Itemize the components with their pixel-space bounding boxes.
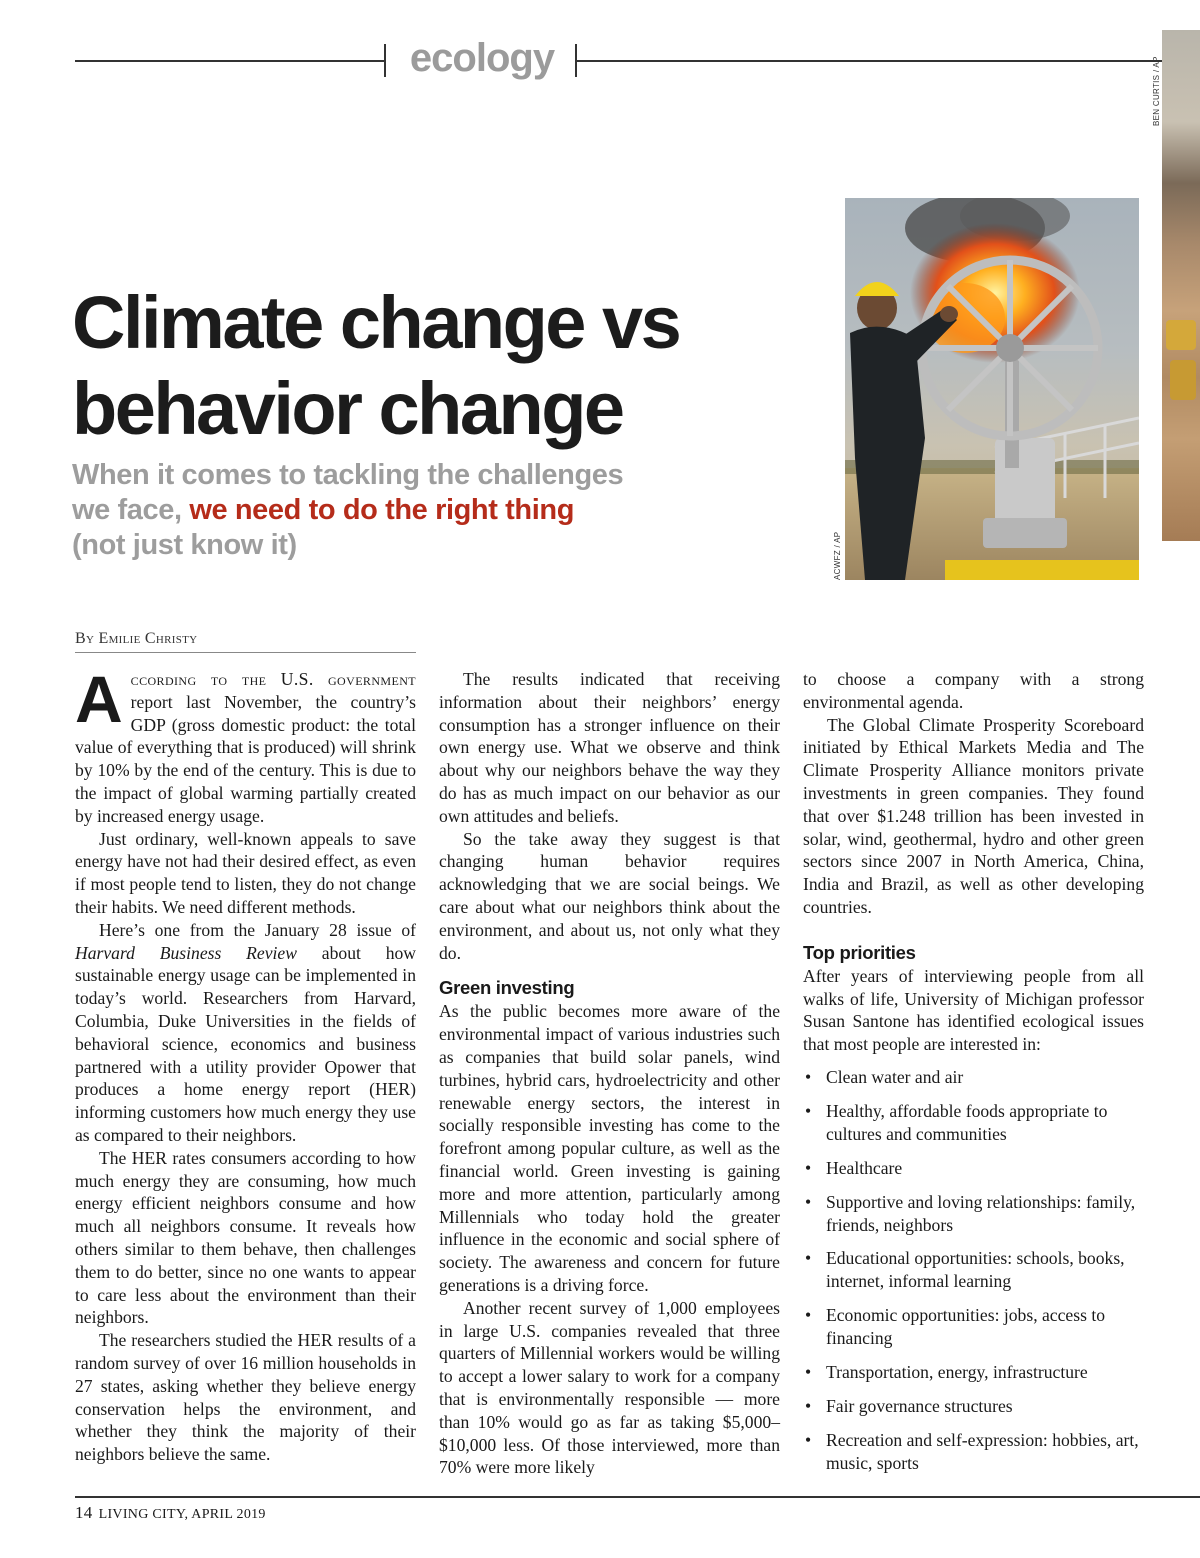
- paragraph: So the take away they suggest is that changing human behavior requires acknowledging that we are social beings. We care about what our neighbors think about the environment, and about us, not only what they do.: [439, 828, 780, 963]
- publication-title: Harvard Business Review: [75, 942, 297, 963]
- deck-highlight: we need to do the right thing: [189, 494, 575, 526]
- subheading-top-priorities: Top priorities: [803, 941, 916, 963]
- list-item: • Healthy, affordable foods appropriate to cultures and communities: [803, 1100, 1144, 1146]
- edge-photo-detail: [1170, 360, 1196, 400]
- header-rule-left: [75, 60, 385, 62]
- lead-in: ccording to the U.S. government: [130, 669, 416, 689]
- list-item: • Supportive and loving relationships: family, friends, neighbors: [803, 1191, 1144, 1237]
- publication-info: LIVING CITY, APRIL 2019: [98, 1507, 266, 1522]
- paragraph-text: report last November, the country’s GDP (gross domestic product: the total value of everything that is produced) will shrink by 10% by the end of the century. This is due to the impact of global warming partially created by increased energy usage.: [75, 691, 416, 826]
- list-item: • Recreation and self-expression: hobbies, art, music, sports: [803, 1429, 1144, 1475]
- paragraph: Just ordinary, well-known appeals to save energy have not had their desired effect, as even if most people tend to listen, they do not change their habits. We need different methods.: [75, 828, 416, 917]
- headline: [72, 280, 832, 452]
- paragraph: As the public becomes more aware of the environmental impact of various industries such as companies that build solar panels, wind turbines, hybrid cars, hydroelectricity and other renewable energy sectors, the interest in socially responsible investing has come to the forefront among popular culture, as well as the financial world. Green investing is gaining more and more attention, particularly among Millennials who today hold the greater influence in the economic and social sphere of society. The awareness and concern for future generations is a driving force.: [439, 1001, 780, 1295]
- drop-cap: A: [75, 662, 123, 736]
- paragraph: to choose a company with a strong environmental agenda.: [803, 669, 1144, 712]
- list-item: • Clean water and air: [803, 1066, 1144, 1089]
- header-rule-right: [577, 60, 1200, 62]
- list-item: • Transportation, energy, infrastructure: [803, 1361, 1144, 1384]
- headline-line-1: Climate change vs: [72, 281, 680, 364]
- paragraph: [75, 662, 416, 828]
- list-item: • Educational opportunities: schools, books, internet, informal learning: [803, 1247, 1144, 1293]
- edge-photo: [1162, 30, 1200, 541]
- priorities-list: [803, 1066, 1144, 1475]
- deck-subtitle: [72, 458, 632, 563]
- main-photo: [845, 198, 1139, 580]
- list-item: • Healthcare: [803, 1157, 1144, 1180]
- headline-line-2: behavior change: [72, 367, 623, 450]
- byline: By Emilie Christy: [75, 630, 416, 653]
- page-number: 14: [75, 1503, 93, 1522]
- oil-worker-photo: [845, 198, 1139, 580]
- paragraph-text: Here’s one from the January 28 issue of: [99, 919, 416, 940]
- deck-part-1: When it comes to tackling the challenges we face,: [72, 459, 624, 526]
- article-column-2: [439, 668, 780, 1479]
- paragraph: The Global Climate Prosperity Scoreboard initiated by Ethical Markets Media and The Climate Prosperity Alliance monitors private investments in green companies. They found that over $1.248 trillion has been invested in solar, wind, geothermal, hydro and other green sectors since 2007 in North America, China, India and Brazil, as well as other developing countries.: [803, 714, 1144, 917]
- paragraph: The results indicated that receiving information about their neighbors’ energy consumption has a stronger influence on their own energy use. What we observe and think about why our neighbors behave the way they do has as much impact on our behavior as our own attitudes and beliefs.: [439, 669, 780, 826]
- list-item: • Fair governance structures: [803, 1395, 1144, 1418]
- deck-part-3: (not just know it): [72, 529, 297, 561]
- footer-rule: [75, 1496, 1200, 1498]
- paragraph: Another recent survey of 1,000 employees in large U.S. companies revealed that three quarters of Millennial workers would be willing to accept a lower salary to work for a company that is environmentally responsible — more than 10% would go as far as taking $5,000–$10,000 less. Of those interviewed, more than 70% were more likely: [439, 1297, 780, 1478]
- article-column-3: [803, 668, 1144, 1486]
- paragraph: [75, 919, 416, 1147]
- header-tick-left: [384, 44, 386, 77]
- subheading-green-investing: Green investing: [439, 977, 575, 999]
- edge-photo-credit: BEN CURTIS / AP: [1152, 56, 1161, 126]
- edge-photo-detail: [1166, 320, 1196, 350]
- main-photo-credit: ACWFZ / AP: [833, 531, 842, 580]
- list-item: • Economic opportunities: jobs, access to financing: [803, 1304, 1144, 1350]
- paragraph-text: about how sustainable energy usage can be implemented in today’s world. Researchers from Harvard, Columbia, Duke Universities in the fields of behavioral science, economics and business partnered with a utility provider Opower that produces a home energy report (HER) informing customers how much energy they use as compared to their neighbors.: [75, 942, 416, 1145]
- paragraph: After years of interviewing people from all walks of life, University of Michigan professor Susan Santone has identified ecological issues that most people are interested in:: [803, 965, 1144, 1055]
- section-label: ecology: [409, 36, 555, 80]
- page-footer: [75, 1503, 266, 1523]
- paragraph: The HER rates consumers according to how much energy they are consuming, how much energy efficient neighbors consume and how much all neighbors consume. It reveals how others similar to them behave, then challenges them to do better, since no one wants to appear to care less about the environment than their neighbors.: [75, 1147, 416, 1328]
- paragraph: The researchers studied the HER results of a random survey of over 16 million households in 27 states, asking whether they believe energy conservation helps the environment, and whether they think the majority of their neighbors believe the same.: [75, 1330, 416, 1465]
- article-column-1: [75, 662, 416, 1466]
